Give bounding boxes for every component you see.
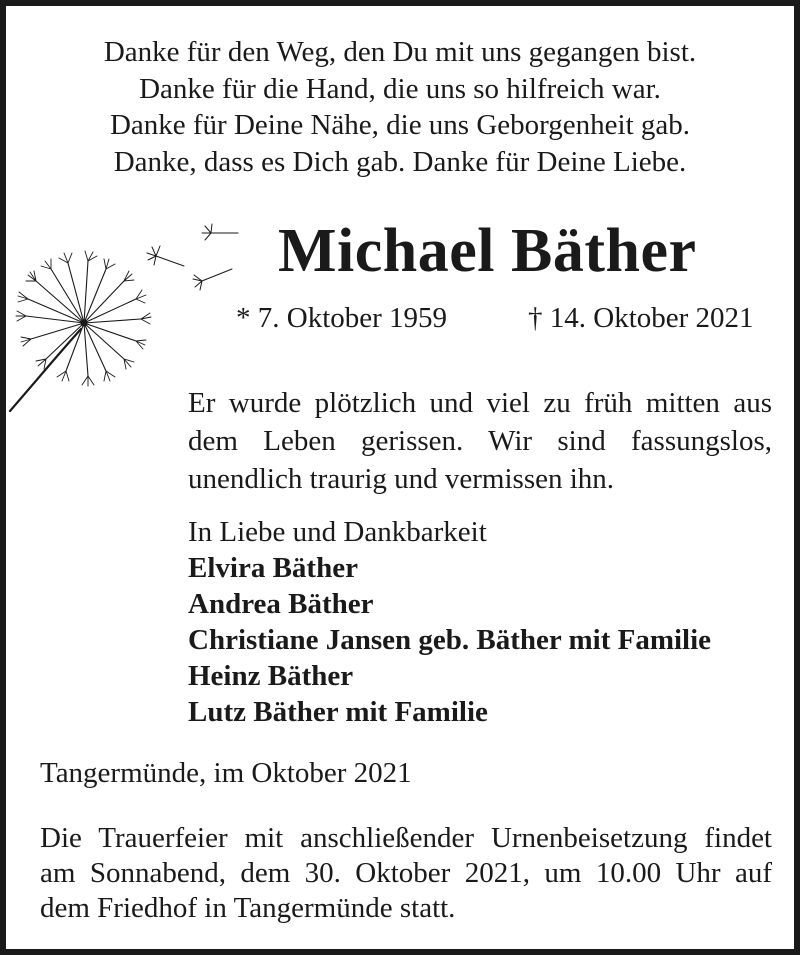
message-line: dem Leben gerissen. Wir sind fassungslos, [188,425,772,457]
message-line: unendlich traurig und vermissen ihn. [188,463,615,495]
birth-date: * 7. Oktober 1959 [236,302,448,334]
mourner-name: Elvira Bäther [188,552,358,584]
mourner-name: Andrea Bäther [188,588,374,620]
service-line: dem Friedhof in Tangermünde statt. [40,892,456,924]
place-date: Tangermünde, im Oktober 2021 [40,757,412,789]
mourner-name: Heinz Bäther [188,660,354,692]
deceased-name: Michael Bäther [278,217,697,285]
death-date: † 14. Oktober 2021 [528,302,754,334]
poem-line: Danke für die Hand, die uns so hilfreich war. [139,72,661,105]
poem-line: Danke für den Weg, den Du mit uns gegangen bist. [103,36,697,68]
service-info [40,821,772,926]
mourner-name: Christiane Jansen geb. Bäther mit Familie [188,624,712,656]
message-line: Er wurde plötzlich und viel zu früh mitten aus [188,387,772,419]
poem [6,34,794,180]
service-line: Die Trauerfeier mit anschließender Urnenbeisetzung findet [40,822,772,854]
service-line: am Sonnabend, dem 30. Oktober 2021, um 10.00 Uhr auf [40,857,772,889]
message [188,384,772,498]
poem-line: Danke, dass es Dich gab. Danke für Deine Liebe. [113,145,687,178]
mourners [188,514,711,730]
poem-line: Danke für Deine Nähe, die uns Geborgenheit gab. [109,109,691,141]
mourners-intro: In Liebe und Dankbarkeit [188,516,487,548]
mourner-name: Lutz Bäther mit Familie [188,696,488,728]
